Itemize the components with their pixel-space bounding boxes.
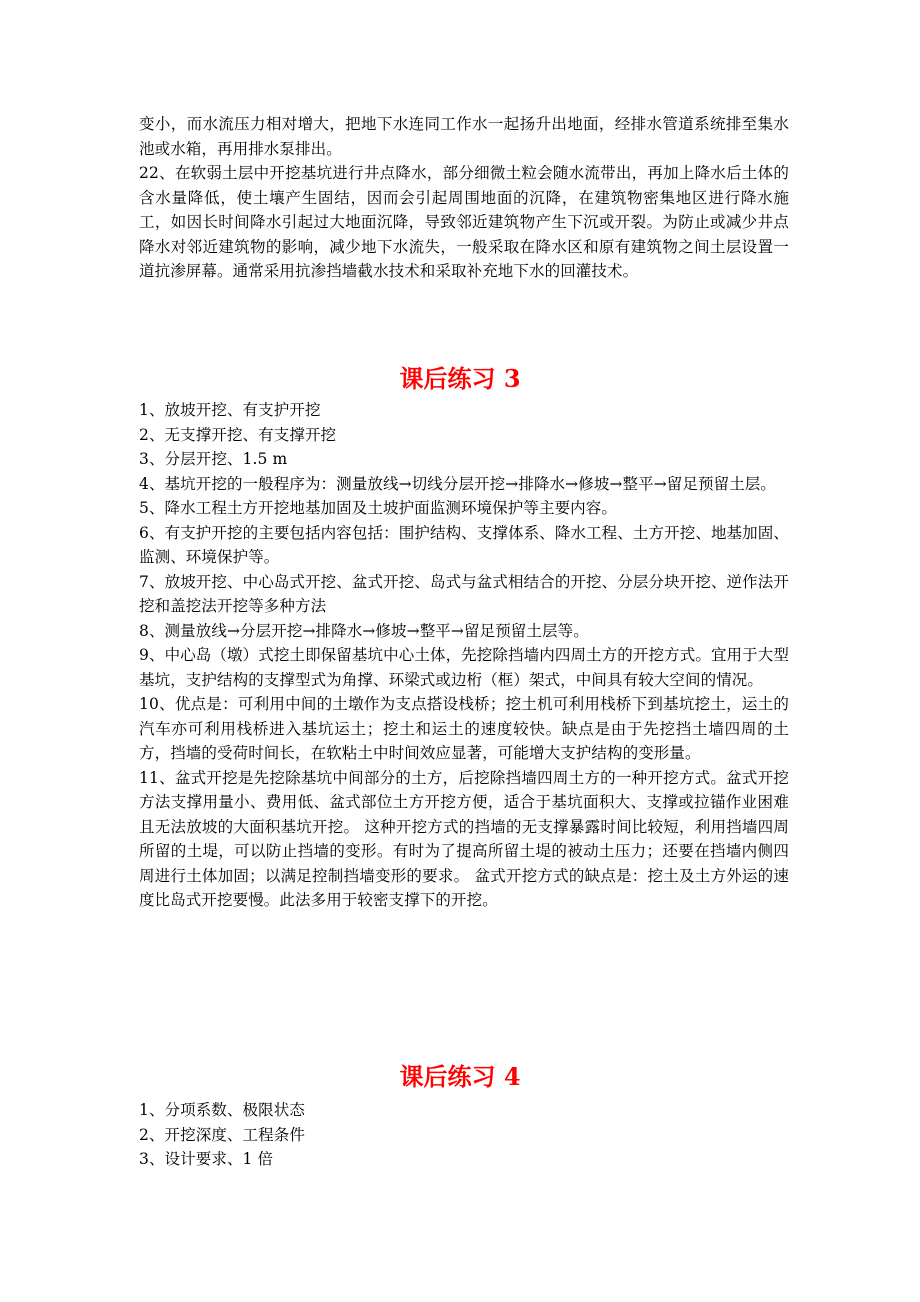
section-title-exercise-3: 课后练习 3 bbox=[399, 364, 521, 393]
answer-item: 3、分层开挖、1.5 m bbox=[139, 450, 288, 468]
answer-item: 10、优点是：可利用中间的土墩作为支点搭设栈桥；挖土机可利用栈桥下到基坑挖土，运土的汽车亦可利用栈桥进入基坑运土；挖土和运土的速度较快。缺点是由于先挖挡土墙四周的土方，挡墙的受荷时间长，在软粘土中时间效应显著，可能增大支护结构的变形量。 bbox=[139, 695, 789, 762]
answer-item: 11、盆式开挖是先挖除基坑中间部分的土方，后挖除挡墙四周土方的一种开挖方式。盆式开挖方法支撑用量小、费用低、盆式部位土方开挖方便，适合于基坑面积大、支撑或拉锚作业困难且无法放坡的大面积基坑开挖。 这种开挖方式的挡墙的无支撑暴露时间比较短，利用挡墙四周所留的土堤，可以防止挡墙的变形。有时为了提高所留土堤的被动土压力；还要在挡墙内侧四周进行土体加固；以满足控制挡墙变形的要求。 盆式开挖方式的缺点是：挖土及土方外运的速度比岛式开挖要慢。此法多用于较密支撑下的开挖。 bbox=[139, 768, 789, 909]
answer-item: 9、中心岛（墩）式挖土即保留基坑中心土体，先挖除挡墙内四周土方的开挖方式。宜用于大型基坑，支护结构的支撑型式为角撑、环梁式或边桁（框）架式，中间具有较大空间的情况。 bbox=[139, 646, 789, 689]
answer-item: 2、无支撑开挖、有支撑开挖 bbox=[139, 425, 337, 444]
answer-item: 1、分项系数、极限状态 bbox=[139, 1101, 305, 1119]
section-title-exercise-4: 课后练习 4 bbox=[399, 1062, 521, 1091]
exercise-4-answers bbox=[139, 1098, 789, 1172]
paragraph-continuation: 变小，而水流压力相对增大，把地下水连同工作水一起扬升出地面，经排水管道系统排至集水池或水箱，再用排水泵排出。 bbox=[139, 115, 789, 158]
answer-item: 6、有支护开挖的主要包括内容包括：围护结构、支撑体系、降水工程、土方开挖、地基加固、监测、环境保护等。 bbox=[139, 523, 789, 566]
answer-item: 8、测量放线→分层开挖→排降水→修坡→整平→留足预留土层等。 bbox=[139, 621, 589, 640]
answer-item: 7、放坡开挖、中心岛式开挖、盆式开挖、岛式与盆式相结合的开挖、分层分块开挖、逆作法开挖和盖挖法开挖等多种方法 bbox=[139, 572, 789, 615]
answer-item: 4、基坑开挖的一般程序为：测量放线→切线分层开挖→排降水→修坡→整平→留足预留土层。 bbox=[139, 474, 777, 493]
answer-item: 3、设计要求、1 倍 bbox=[139, 1150, 274, 1168]
continuation-text bbox=[139, 112, 789, 284]
answer-item: 5、降水工程土方开挖地基加固及土坡护面监测环境保护等主要内容。 bbox=[139, 499, 617, 517]
answer-item: 1、放坡开挖、有支护开挖 bbox=[139, 401, 321, 419]
exercise-3-answers bbox=[139, 398, 789, 913]
answer-22: 22、在软弱土层中开挖基坑进行井点降水，部分细微土粒会随水流带出，再加上降水后土体的含水量降低，使土壤产生固结，因而会引起周围地面的沉降，在建筑物密集地区进行降水施工，如因长时间降水引起过大地面沉降，导致邻近建筑物产生下沉或开裂。为防止或减少井点降水对邻近建筑物的影响，减少地下水流失，一般采取在降水区和原有建筑物之间土层设置一道抗渗屏幕。通常采用抗渗挡墙截水技术和采取补充地下水的回灌技术。 bbox=[139, 164, 789, 280]
answer-item: 2、开挖深度、工程条件 bbox=[139, 1125, 305, 1144]
